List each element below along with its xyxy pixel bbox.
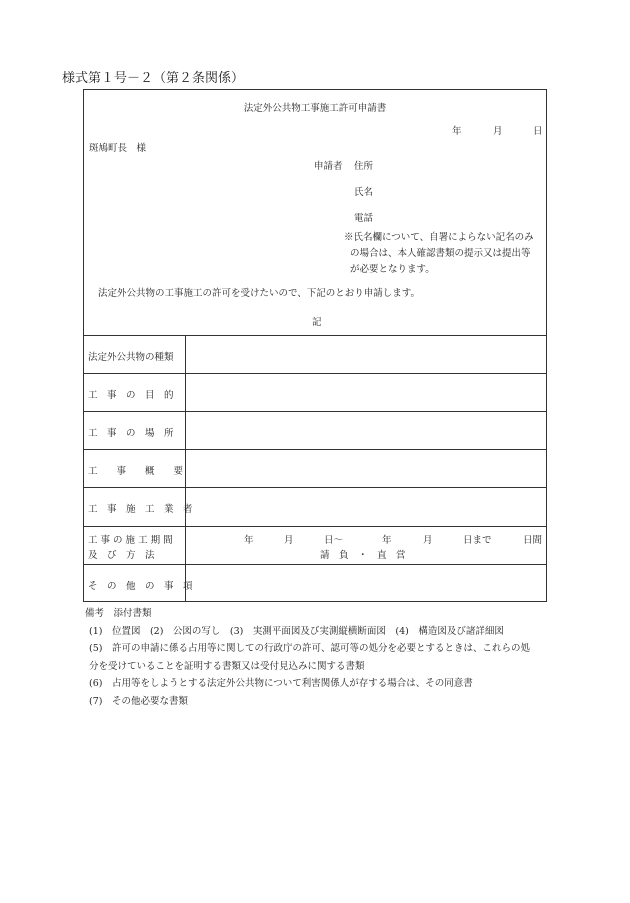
signature-note: [344, 230, 534, 278]
period-from-year: 年: [244, 535, 254, 546]
applicant-phone-label: 電話: [354, 213, 374, 224]
remarks-line: (1) 位置図 (2) 公図の写し (3) 実測平面図及び実測縦横断面図 (4) 構造図及び諸詳細図: [89, 625, 504, 637]
row-label-method: 及 び 方 法: [88, 550, 155, 561]
period-from-day: 日～: [324, 535, 344, 546]
row-label-period: 工 事 の 施 工 期 間: [88, 535, 173, 546]
addressee: 斑鳩町長 様: [89, 143, 147, 154]
date-day-label: 日: [533, 126, 543, 137]
row-label-contractor: 工 事 施 工 業 者: [88, 504, 193, 515]
ki-marker: 記: [312, 317, 322, 328]
table-divider: [84, 449, 546, 450]
remarks-line: (6) 占用等をしようとする法定外公共物について利害関係人が存する場合は、その同意書: [89, 678, 473, 689]
remarks-heading: 備考 添付書類: [85, 608, 152, 619]
form-number-label: 様式第１号－２（第２条関係）: [62, 71, 245, 86]
period-to-day: 日まで: [463, 535, 492, 546]
table-column-divider: [185, 335, 186, 601]
period-from-month: 月: [284, 535, 294, 546]
row-label-other: そ の 他 の 事 項: [88, 581, 193, 592]
table-divider: [84, 411, 546, 412]
table-divider: [84, 335, 546, 336]
remarks-section: [85, 605, 530, 710]
signature-note-line: ※氏名欄について、自署によらない記名のみ: [344, 232, 534, 243]
table-divider: [84, 487, 546, 488]
date-month-label: 月: [493, 126, 503, 137]
request-statement: 法定外公共物の工事施工の許可を受けたいので、下記のとおり申請します。: [98, 288, 421, 299]
period-to-year: 年: [382, 535, 392, 546]
date-year-label: 年: [452, 126, 462, 137]
table-divider: [84, 564, 546, 565]
signature-note-line: が必要となります。: [350, 264, 435, 275]
signature-note-line: の場合は、本人確認書類の提示又は提出等: [350, 248, 531, 259]
period-to-month: 月: [423, 535, 433, 546]
applicant-heading: 申請者: [314, 161, 343, 172]
table-divider: [84, 373, 546, 374]
applicant-address-label: 住所: [354, 161, 374, 172]
applicant-name-label: 氏名: [354, 187, 374, 198]
row-label-summary: 工 事 概 要: [88, 466, 184, 477]
construction-method: 請 負 ・ 直 営: [320, 550, 406, 561]
row-label-type: 法定外公共物の種類: [88, 352, 174, 363]
period-days: 日間: [523, 535, 543, 546]
row-label-location: 工 事 の 場 所: [88, 428, 174, 439]
remarks-line: (5) 許可の申請に係る占用等に関しての行政庁の許可、認可等の処分を必要とするときは、これらの処: [89, 643, 530, 654]
form-title: 法定外公共物工事施工許可申請書: [243, 103, 387, 114]
table-divider: [84, 526, 546, 527]
row-label-purpose: 工 事 の 目 的: [88, 390, 174, 401]
remarks-line: (7) その他必要な書類: [89, 695, 188, 707]
remarks-line: 分を受けていることを証明する書類又は受付見込みに関する書類: [89, 660, 365, 672]
application-form-frame: [83, 89, 547, 602]
